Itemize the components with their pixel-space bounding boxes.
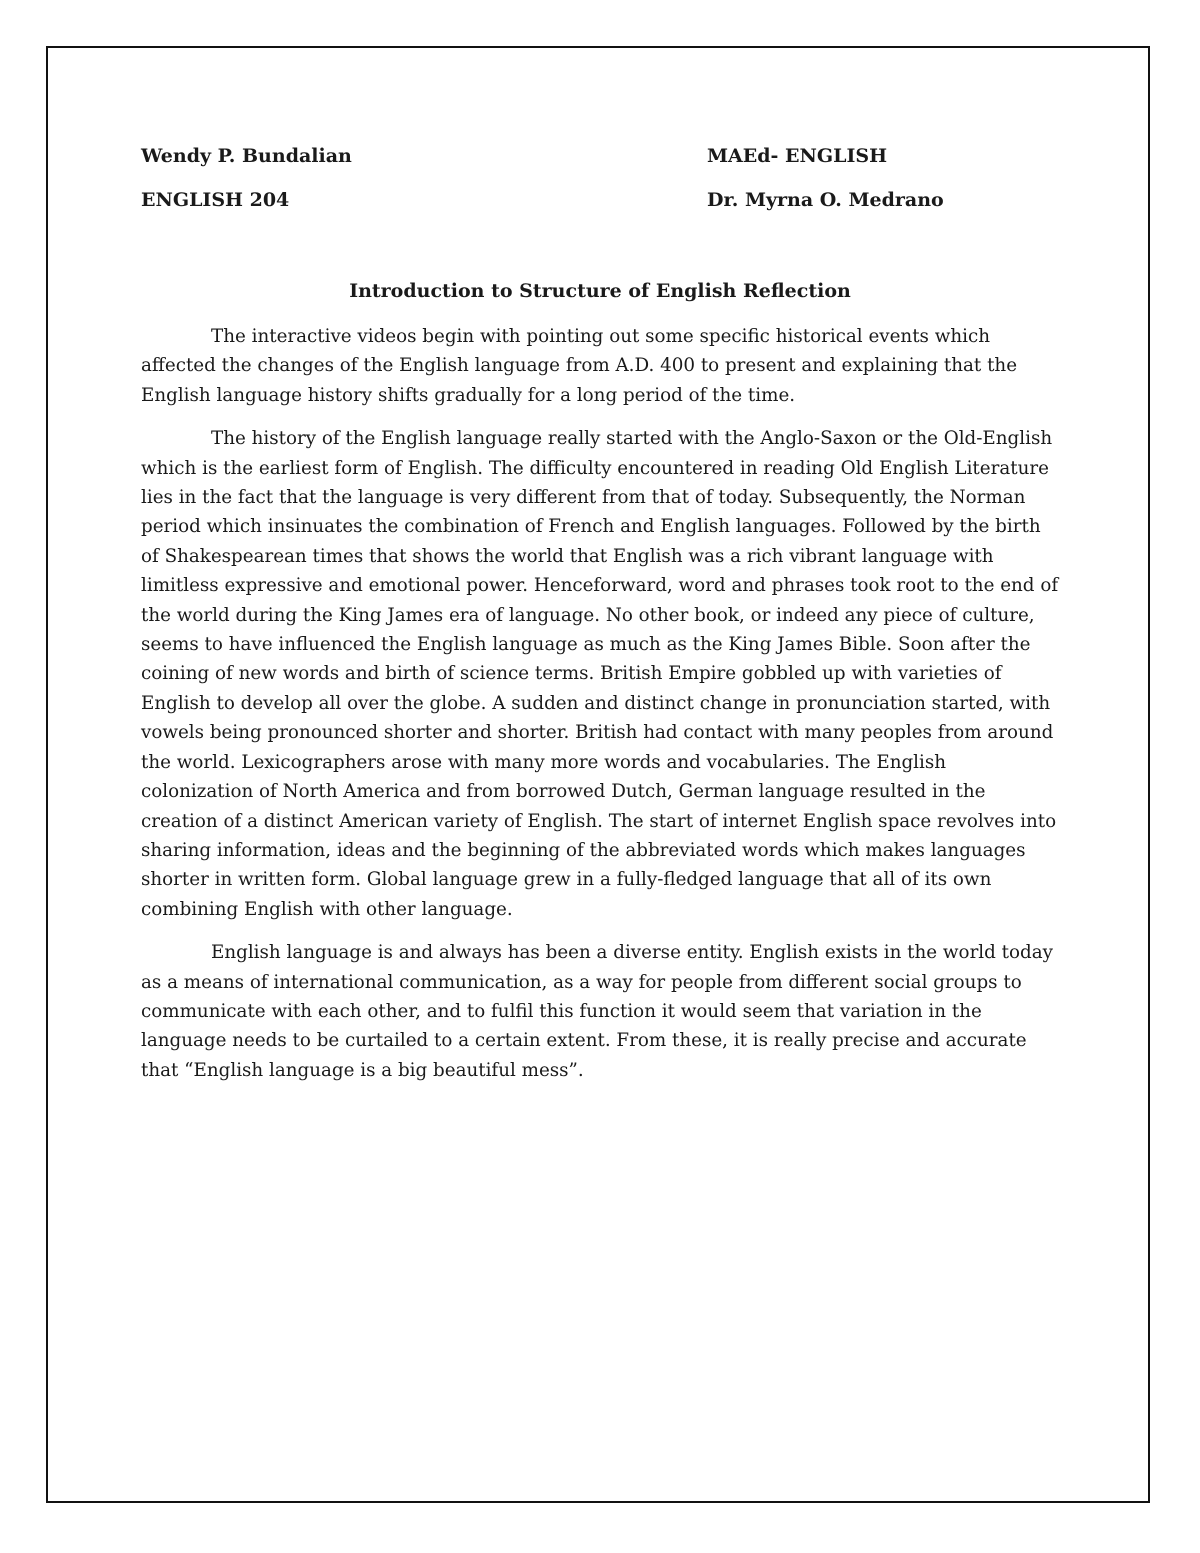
document-title: Introduction to Structure of English Reflection [349, 280, 851, 302]
paragraph-2: The history of the English language really started with the Anglo-Saxon or the Old-English which is the earliest form of English. The difficulty encountered in reading Old English Literature lies in the fact that the language is very different from that of today. Subsequently, the Norman period which insinuates the combination of French and English languages. Followed by the birth of Shakespearean times that shows the world that English was a rich vibrant language with limitless expressive and emotional power. Henceforward, word and phrases took root to the end of the world during the King James era of language. No other book, or indeed any piece of culture, seems to have influenced the English language as much as the King James Bible. Soon after the coining of new words and birth of science terms. British Empire gobbled up with varieties of English to develop all over the globe. A sudden and distinct change in pronunciation started, with vowels being pronounced shorter and shorter. British had contact with many peoples from around the world. Lexicographers arose with many more words and vocabularies. The English colonization of North America and from borrowed Dutch, German language resulted in the creation of a distinct American variety of English. The start of internet English space revolves into sharing information, ideas and the beginning of the abbreviated words which makes languages shorter in written form. Global language grew in a fully-fledged language that all of its own combining English with other language. [141, 428, 1059, 920]
paragraph-3: English language is and always has been a diverse entity. English exists in the world today as a means of international communication, as a way for people from different social groups to communicate with each other, and to fulfil this function it would seem that variation in the language needs to be curtailed to a certain extent. From these, it is really precise and accurate that “English language is a big beautiful mess”. [141, 942, 1053, 1081]
paragraph-1: The interactive videos begin with pointing out some specific historical events which affected the changes of the English language from A.D. 400 to present and explaining that the English language history shifts gradually for a long period of the time. [141, 326, 1018, 406]
author-name: Wendy P. Bundalian [141, 145, 352, 167]
body-text [141, 322, 1059, 1099]
degree-program: MAEd- ENGLISH [707, 145, 888, 167]
course-code: ENGLISH 204 [141, 189, 290, 211]
instructor-name: Dr. Myrna O. Medrano [707, 189, 944, 211]
